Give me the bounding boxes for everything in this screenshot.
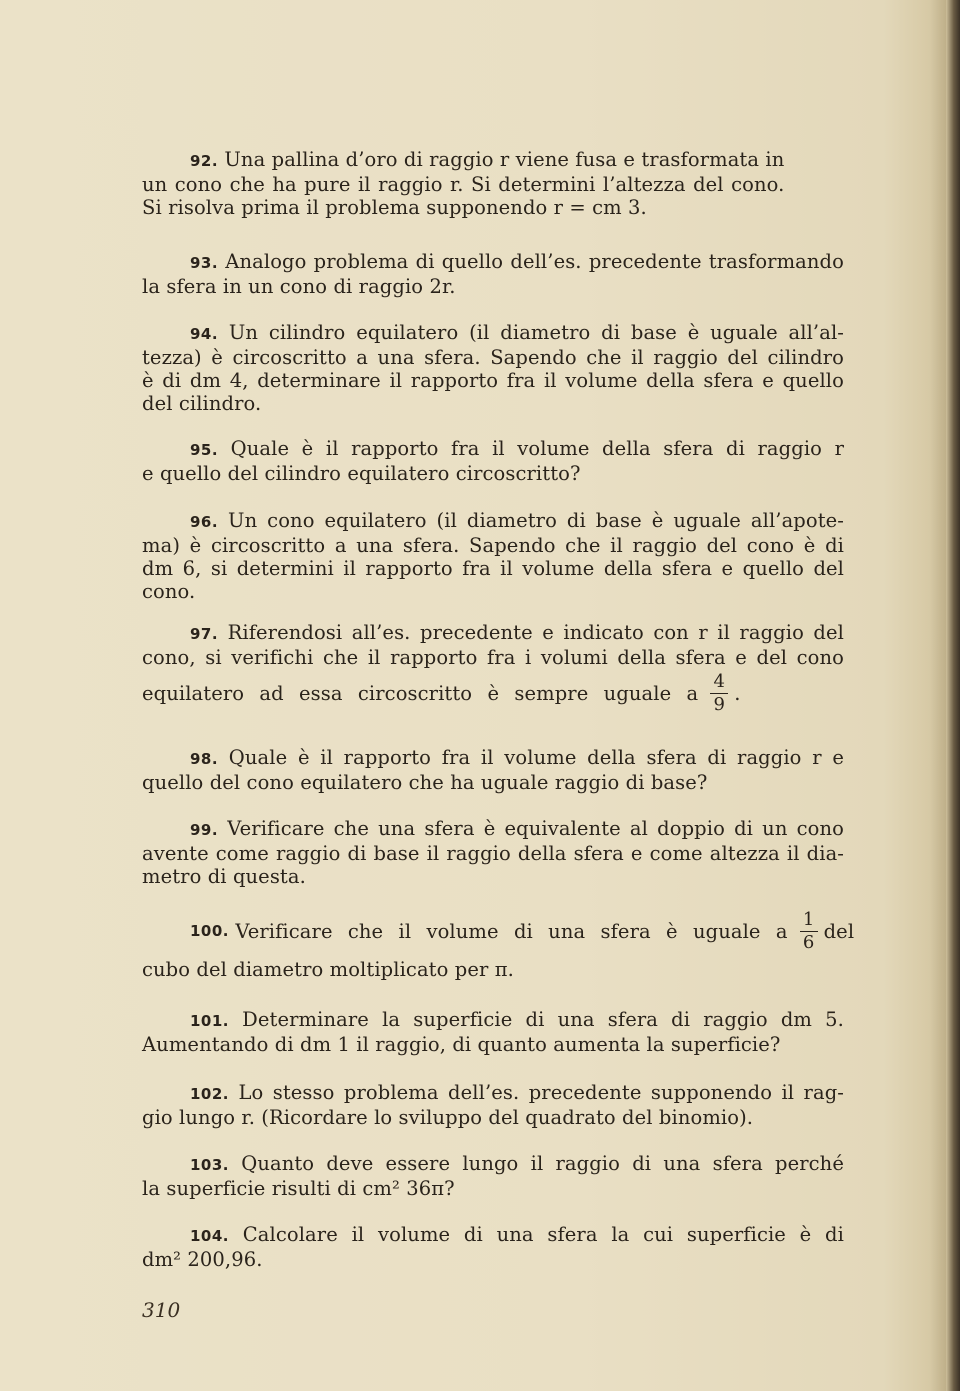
book-spine xyxy=(946,0,960,1391)
exercise-text-line: Determinare la superficie di una sfera di raggio dm 5. xyxy=(242,1008,844,1031)
exercise-text-line: un cono che ha pure il raggio r. Si determini l’altezza del cono. xyxy=(142,173,785,196)
exercise-text-line: la sfera in un cono di raggio 2r. xyxy=(142,275,456,298)
exercise-95 xyxy=(142,437,844,485)
exercise-text-line: Si risolva prima il problema supponendo r = cm 3. xyxy=(142,196,647,219)
exercise-100 xyxy=(142,909,855,981)
exercise-text-line: del cilindro. xyxy=(142,392,262,415)
exercise-number: 97. xyxy=(190,625,219,643)
exercise-number: 98. xyxy=(190,750,219,768)
exercise-number: 92. xyxy=(190,152,219,170)
exercise-text-line: cubo del diametro moltiplicato per π. xyxy=(142,958,514,981)
exercise-text-line: Aumentando di dm 1 il raggio, di quanto aumenta la superficie? xyxy=(142,1033,781,1056)
exercise-101 xyxy=(142,1008,844,1056)
exercise-number: 104. xyxy=(190,1227,230,1245)
page-number: 310 xyxy=(142,1298,181,1322)
exercise-text-line: Quale è il rapporto fra il volume della sfera di raggio r e xyxy=(228,746,844,769)
exercise-text-line: equilatero ad essa circoscritto è sempre uguale a xyxy=(142,682,699,705)
exercise-text-line: la superficie risulti di cm² 36π? xyxy=(142,1177,455,1200)
exercise-text-line: Un cono equilatero (il diametro di base è uguale all’apote- xyxy=(228,509,844,532)
exercise-number: 103. xyxy=(190,1156,230,1174)
exercise-94 xyxy=(142,321,844,415)
exercise-102 xyxy=(142,1081,844,1129)
exercise-text-line: metro di questa. xyxy=(142,865,306,888)
exercise-93 xyxy=(142,250,844,298)
exercise-99 xyxy=(142,817,844,888)
fraction-denominator: 6 xyxy=(802,932,815,953)
exercise-text-line: gio lungo r. (Ricordare lo sviluppo del quadrato del binomio). xyxy=(142,1106,754,1129)
exercise-number: 101. xyxy=(190,1012,230,1030)
exercise-text-line: Analogo problema di quello dell’es. precedente trasformando xyxy=(225,250,844,273)
exercise-text-line: Riferendosi all’es. precedente e indicato con r il raggio del xyxy=(227,621,844,644)
exercise-number: 102. xyxy=(190,1085,230,1103)
exercise-text-line: e quello del cilindro equilatero circoscritto? xyxy=(142,462,581,485)
exercise-text-line: Quanto deve essere lungo il raggio di una sfera perché xyxy=(241,1152,844,1175)
exercise-text-line: Verificare che una sfera è equivalente al doppio di un cono xyxy=(227,817,844,840)
exercise-number: 95. xyxy=(190,441,219,459)
fraction-denominator: 9 xyxy=(713,694,726,715)
exercise-104 xyxy=(142,1223,844,1271)
exercise-text-line: ma) è circoscritto a una sfera. Sapendo che il raggio del cono è di xyxy=(142,534,844,557)
exercise-98 xyxy=(142,746,844,794)
exercise-number: 100. xyxy=(190,922,230,940)
exercise-text-line: dm 6, si determini il rapporto fra il volume della sfera e quello del xyxy=(142,557,844,580)
page-gutter-shadow xyxy=(930,0,946,1391)
exercise-text-line: Verificare che il volume di una sfera è uguale a xyxy=(235,920,788,943)
exercise-text-line: Una pallina d’oro di raggio r viene fusa e trasformata in xyxy=(224,148,785,171)
exercise-number: 99. xyxy=(190,821,219,839)
exercise-103 xyxy=(142,1152,844,1200)
exercise-text-line: dm² 200,96. xyxy=(142,1248,263,1271)
exercise-text-line: è di dm 4, determinare il rapporto fra il volume della sfera e quello xyxy=(142,369,844,392)
exercise-text-line: Calcolare il volume di una sfera la cui superficie è di xyxy=(242,1223,844,1246)
exercise-text-line: quello del cono equilatero che ha uguale raggio di base? xyxy=(142,771,708,794)
fraction-numerator: 4 xyxy=(713,671,726,692)
exercise-number: 96. xyxy=(190,513,219,531)
exercise-text-line: Un cilindro equilatero (il diametro di base è uguale all’al- xyxy=(228,321,844,344)
exercise-text-line: tezza) è circoscritto a una sfera. Sapendo che il raggio del cilindro xyxy=(142,346,844,369)
exercise-number: 94. xyxy=(190,325,219,343)
fraction-numerator: 1 xyxy=(802,909,815,930)
exercise-text-line: . xyxy=(734,682,741,705)
exercise-text-line: Lo stesso problema dell’es. precedente supponendo il rag- xyxy=(238,1081,844,1104)
exercise-text-line: cono, si verifichi che il rapporto fra i volumi della sfera e del cono xyxy=(142,646,844,669)
exercise-text-line: cono. xyxy=(142,580,196,603)
exercise-text-line: avente come raggio di base il raggio della sfera e come altezza il dia- xyxy=(142,842,844,865)
exercise-number: 93. xyxy=(190,254,219,272)
fraction-one-sixth xyxy=(800,911,818,952)
fraction-line xyxy=(142,673,844,714)
exercise-96 xyxy=(142,509,844,603)
fraction-four-ninths xyxy=(710,673,728,714)
exercise-97 xyxy=(142,621,844,714)
exercise-92 xyxy=(142,148,784,219)
exercise-text-line: del xyxy=(823,920,855,943)
fraction-line xyxy=(142,909,855,953)
exercise-text-line: Quale è il rapporto fra il volume della sfera di raggio r xyxy=(230,437,844,460)
